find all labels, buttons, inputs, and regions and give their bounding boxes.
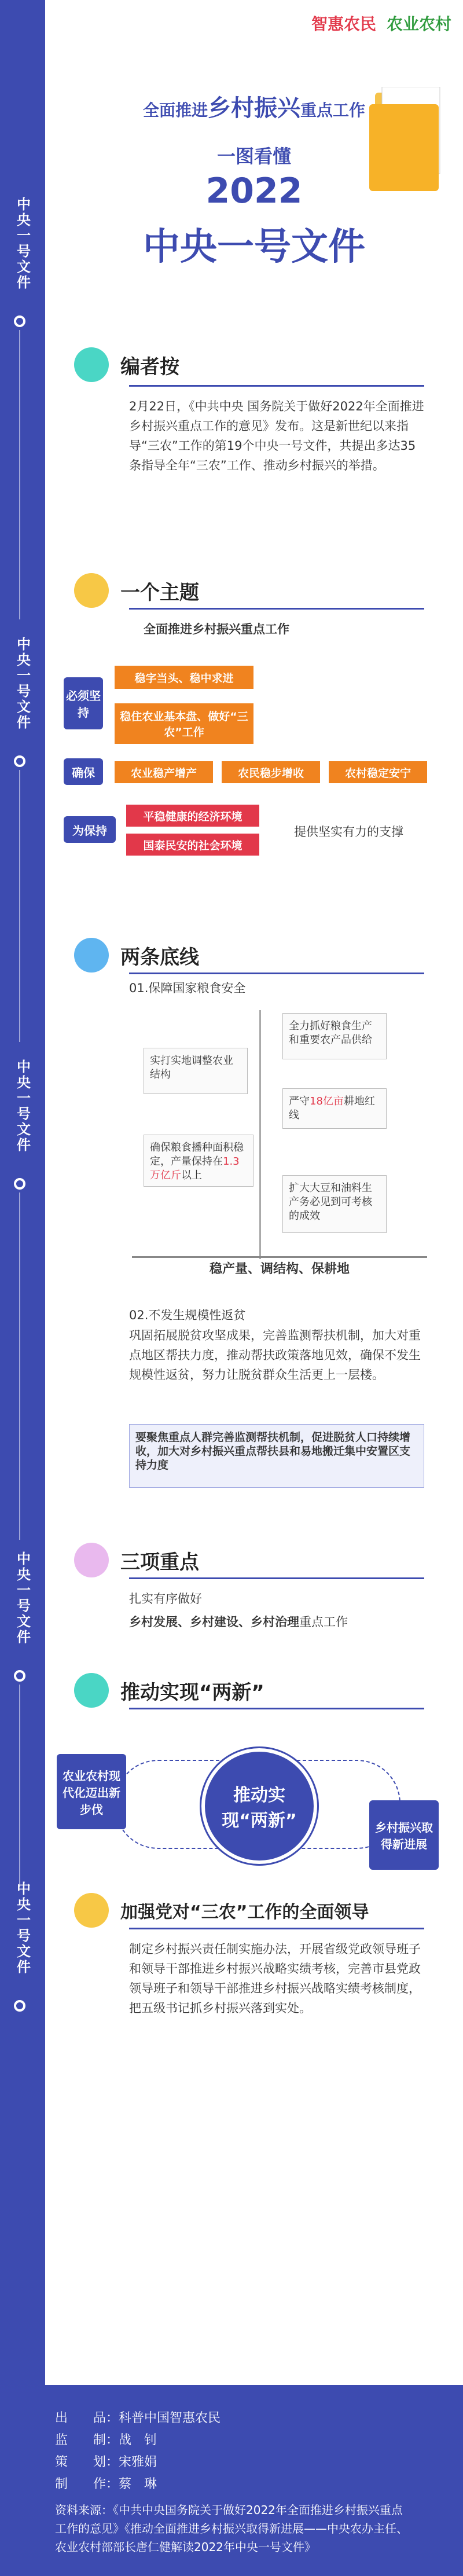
two-new-left: 农业农村现代化迈出新步伐 [57,1754,126,1829]
tag-must: 必须坚持 [64,677,103,729]
subtitle-food-security: 01.保障国家粮食安全 [129,981,246,995]
main-paper [45,0,463,2385]
must-item-2: 稳住农业基本盘、做好“三农”工作 [115,703,253,744]
two-new-center: 推动实现“两新” [201,1748,317,1864]
leadership-text: 制定乡村振兴责任制实施办法，开展省级党政领导班子和领导干部推进乡村振兴战略实绩考核，完善市县党政领导班子和领导干部推进乡村振兴战略实绩考核制度，把五级书记抓乡村振兴落到实处。 [129,1942,421,2015]
sidebar-dot [14,755,25,767]
hero-year: 2022 [205,171,303,211]
focus-line1: 扎实有序做好 [129,1592,202,1606]
editor-note-text: 2月22日，《中共中央 国务院关于做好2022年全面推进乡村振兴重点工作的意见》发布。这是新世纪以来指导“三农”工作的第19个中央一号文件，共提出多达35条指导全年“三农”工作、推动乡村振兴的举措。 [129,399,424,472]
credit-planner: 策 划：宋雅娟 [55,2455,157,2469]
subtitle-no-poverty: 02.不发生规模性返贫 [129,1308,246,1322]
theme-text: 全面推进乡村振兴重点工作 [144,622,289,636]
credits-footer [0,2385,463,2576]
ensure-item-2: 农民稳步增收 [222,761,320,783]
section-dot-icon [74,347,109,382]
section-three-focus: 三项重点 [74,1543,199,1577]
section-leadership: 加强党对“三农”工作的全面领导 [74,1893,369,1928]
sidebar-label: 中央一号文件 [14,197,31,291]
tag-ensure: 确保 [64,758,103,785]
no-poverty-text: 巩固拓展脱贫攻坚成果，完善监测帮扶机制，加大对重点地区帮扶力度，推动帮扶政策落地见效，确保不发生规模性返贫，努力让脱贫群众生活更上一层楼。 [129,1329,421,1382]
sidebar-label: 中央一号文件 [14,637,31,731]
hero-line2: 一图看懂 [216,145,291,167]
food-box-5: 扩大大豆和油料生产务必见到可考核的成效 [282,1175,387,1233]
hero-line1: 全面推进乡村振兴重点工作 [142,95,366,122]
section-dot-icon [74,1543,109,1577]
sidebar-dot [14,1178,25,1190]
section-dot-icon [74,1673,109,1708]
sidebar-dot [14,1670,25,1682]
section-editor-note: 编者按 [74,347,179,382]
header-logos [311,12,451,35]
sidebar-label: 中央一号文件 [14,1059,31,1153]
sidebar [0,0,45,2576]
must-item-1: 稳字当头、稳中求进 [115,666,253,689]
food-box-3: 严守18亿亩耕地红线 [282,1088,387,1129]
section-two-bottomlines: 两条底线 [74,938,199,973]
sidebar-dot [14,315,25,327]
credit-sources: 资料来源：《中共中央国务院关于做好2022年全面推进乡村振兴重点工作的意见》《推动全面推进乡村振兴取得新进展——中央农办主任、农业农村部部长唐仁健解读2022年中央一号文件》 [55,2503,408,2554]
food-box-1: 全力抓好粮食生产和重要农产品供给 [282,1013,387,1059]
ensure-item-1: 农业稳产增产 [115,761,213,783]
ensure-item-3: 农村稳定安宁 [329,761,427,783]
for-item-1: 平稳健康的经济环境 [126,805,259,827]
hero-title: 中央一号文件 [143,226,365,269]
section-dot-icon [74,1893,109,1928]
sidebar-label: 中央一号文件 [14,1551,31,1645]
focus-line2: 乡村发展、乡村建设、乡村治理重点工作 [129,1615,348,1629]
food-box-4: 确保粮食播种面积稳定，产量保持在1.3万亿斤以上 [144,1135,253,1187]
section-dot-icon [74,573,109,608]
food-base: 稳产量、调结构、保耕地 [132,1256,427,1281]
logo-nongye: 农业农村 [386,14,451,34]
two-new-right: 乡村振兴取得新进展 [369,1800,439,1870]
section-one-theme: 一个主题 [74,573,199,608]
no-poverty-box: 要聚焦重点人群完善监测帮扶机制，促进脱贫人口持续增收，加大对乡村振兴重点帮扶县和易地搬迁集中安置区支持力度 [129,1424,424,1488]
sidebar-dot [14,2000,25,2012]
food-box-2: 实打实地调整农业结构 [144,1048,248,1094]
section-two-new: 推动实现“两新” [74,1673,264,1708]
tag-for: 为保持 [64,816,116,843]
credit-maker: 制 作：蔡 琳 [55,2477,157,2491]
credit-supervisor: 监 制：战 钊 [55,2433,157,2447]
support-text: 提供坚实有力的支撑 [294,825,403,839]
logo-zhihui: 智惠农民 [311,14,376,34]
section-dot-icon [74,938,109,973]
credit-producer: 出 品：科普中国智惠农民 [55,2411,221,2425]
sidebar-label: 中央一号文件 [14,1881,31,1975]
for-item-2: 国泰民安的社会环境 [126,834,259,856]
